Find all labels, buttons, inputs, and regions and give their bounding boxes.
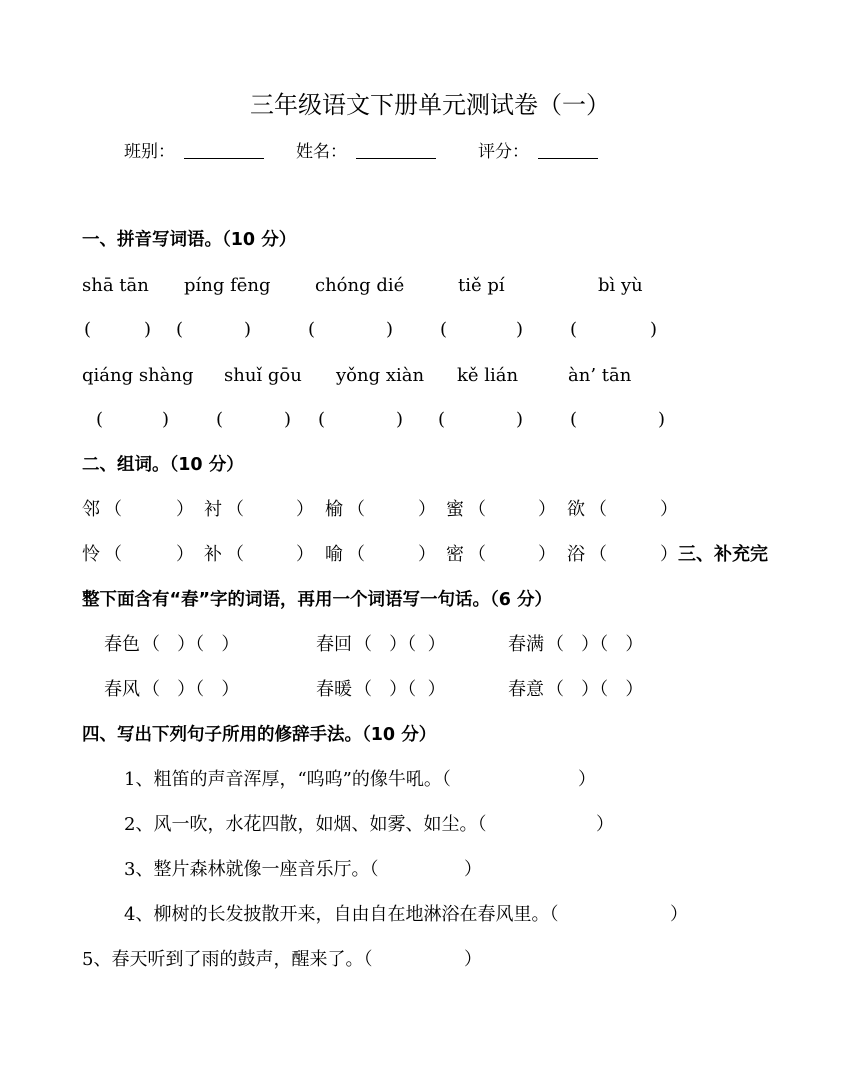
answer-bracket-open: (: [438, 409, 446, 430]
answer-bracket-close: ): [658, 409, 666, 430]
answer-bracket-close: ): [162, 409, 170, 430]
answer-bracket-close: ）: [296, 544, 314, 565]
character-prompt: 补: [204, 544, 222, 565]
answer-bracket-open: (: [570, 319, 578, 340]
character-prompt: 怜: [82, 544, 100, 565]
pinyin-item: píng fēng: [184, 275, 271, 296]
page-title: 三年级语文下册单元测试卷（一）: [250, 91, 610, 119]
section4-heading: 四、写出下列句子所用的修辞手法。（10 分）: [82, 725, 437, 745]
answer-brackets: （ ）（ ）: [546, 634, 644, 655]
answer-bracket-open: （: [468, 499, 486, 520]
answer-bracket-close: ）: [578, 769, 596, 790]
answer-brackets: （ ）（ ）: [546, 679, 644, 700]
answer-bracket-close: ）: [660, 544, 678, 565]
word-prompt: 春满: [508, 634, 544, 655]
answer-bracket-close: ）: [670, 904, 688, 925]
answer-bracket-open: （: [347, 499, 365, 520]
answer-bracket-open: （: [104, 544, 122, 565]
score-label: 评分：: [478, 142, 529, 162]
character-prompt: 蜜: [446, 499, 464, 520]
pinyin-item: yǒng xiàn: [336, 365, 425, 386]
pinyin-item: chóng dié: [315, 275, 405, 296]
answer-bracket-close: ): [144, 319, 152, 340]
sentence-item: 2、风一吹，水花四散，如烟、如雾、如尘。（: [124, 814, 487, 835]
class-blank[interactable]: [184, 140, 264, 159]
answer-bracket-close: ）: [464, 949, 482, 970]
answer-bracket-close: ）: [176, 544, 194, 565]
word-prompt: 春意: [508, 679, 544, 700]
answer-bracket-open: （: [589, 499, 607, 520]
answer-bracket-close: ）: [596, 814, 614, 835]
character-prompt: 浴: [567, 544, 585, 565]
class-label: 班别：: [124, 142, 175, 162]
sentence-item: 1、粗笛的声音浑厚，“呜呜”的像牛吼。（: [124, 769, 451, 790]
answer-bracket-close: ): [386, 319, 394, 340]
answer-bracket-close: ）: [464, 859, 482, 880]
answer-brackets: （ ）（ ）: [354, 634, 446, 655]
pinyin-item: shuǐ gōu: [224, 365, 302, 386]
pinyin-item: qiáng shàng: [82, 365, 194, 386]
answer-bracket-open: (: [84, 319, 92, 340]
section2-heading: 二、组词。（10 分）: [82, 455, 244, 475]
character-prompt: 喻: [325, 544, 343, 565]
answer-bracket-open: （: [589, 544, 607, 565]
answer-bracket-open: (: [318, 409, 326, 430]
word-prompt: 春风: [104, 679, 140, 700]
word-prompt: 春回: [316, 634, 352, 655]
character-prompt: 密: [446, 544, 464, 565]
sentence-item: 5、春天听到了雨的鼓声，醒来了。（: [82, 949, 373, 970]
pinyin-item: kě lián: [457, 365, 519, 386]
pinyin-item: àn’ tān: [568, 365, 632, 386]
answer-brackets: （ ）（ ）: [354, 679, 446, 700]
answer-bracket-close: ): [516, 319, 524, 340]
character-prompt: 榆: [325, 499, 343, 520]
answer-bracket-close: ): [650, 319, 658, 340]
score-blank[interactable]: [538, 140, 598, 159]
name-blank[interactable]: [356, 140, 436, 159]
answer-bracket-open: （: [226, 499, 244, 520]
answer-bracket-close: ): [516, 409, 524, 430]
answer-bracket-close: ）: [418, 499, 436, 520]
sentence-item: 4、柳树的长发披散开来，自由自在地淋浴在春风里。（: [124, 904, 559, 925]
name-label: 姓名：: [296, 142, 347, 162]
answer-bracket-close: ）: [418, 544, 436, 565]
answer-bracket-close: ）: [296, 499, 314, 520]
answer-bracket-open: (: [216, 409, 224, 430]
answer-bracket-close: ）: [538, 544, 556, 565]
answer-bracket-open: （: [226, 544, 244, 565]
answer-bracket-close: ）: [660, 499, 678, 520]
answer-bracket-open: （: [347, 544, 365, 565]
answer-bracket-close: ）: [538, 499, 556, 520]
answer-brackets: （ ）（ ）: [142, 634, 240, 655]
answer-bracket-open: (: [308, 319, 316, 340]
section3-heading-part2: 整下面含有“春”字的词语，再用一个词语写一句话。（6 分）: [82, 590, 553, 610]
answer-bracket-open: (: [176, 319, 184, 340]
character-prompt: 欲: [567, 499, 585, 520]
sentence-item: 3、整片森林就像一座音乐厅。（: [124, 859, 379, 880]
answer-bracket-open: (: [96, 409, 104, 430]
word-prompt: 春暖: [316, 679, 352, 700]
character-prompt: 衬: [204, 499, 222, 520]
pinyin-item: bì yù: [598, 275, 643, 296]
answer-bracket-close: ): [396, 409, 404, 430]
answer-bracket-open: （: [468, 544, 486, 565]
character-prompt: 邻: [82, 499, 100, 520]
section1-heading: 一、拼音写词语。（10 分）: [82, 230, 297, 250]
answer-bracket-open: (: [440, 319, 448, 340]
answer-bracket-open: (: [570, 409, 578, 430]
pinyin-item: tiě pí: [458, 275, 505, 296]
answer-brackets: （ ）（ ）: [142, 679, 240, 700]
section3-heading-part1: 三、补充完: [678, 544, 768, 565]
pinyin-item: shā tān: [82, 275, 149, 296]
answer-bracket-open: （: [104, 499, 122, 520]
word-prompt: 春色: [104, 634, 140, 655]
answer-bracket-close: ): [244, 319, 252, 340]
answer-bracket-close: ）: [176, 499, 194, 520]
answer-bracket-close: ): [284, 409, 292, 430]
